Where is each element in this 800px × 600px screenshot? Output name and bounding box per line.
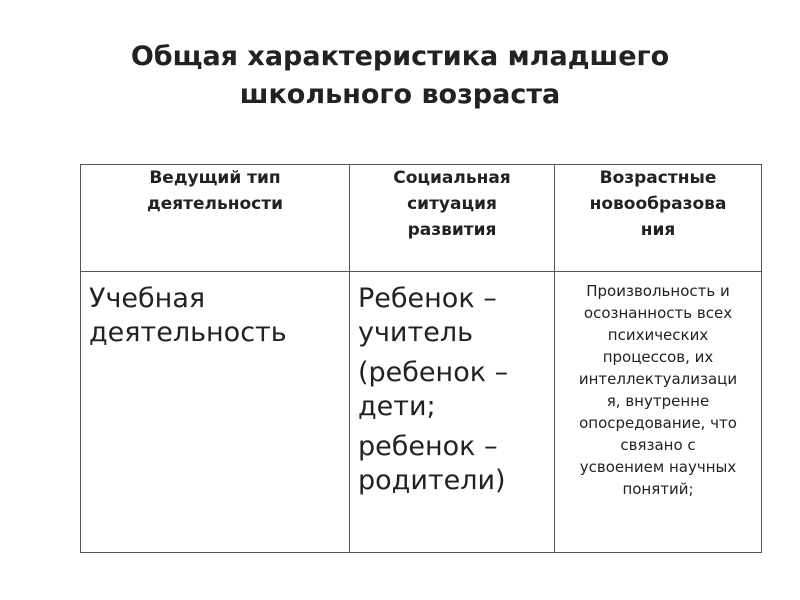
cell-line: осознанность всех xyxy=(583,304,733,322)
characteristics-table xyxy=(80,164,762,553)
cell-neoplasms xyxy=(555,272,762,553)
cell-line: учитель xyxy=(358,317,473,348)
cell-line: деятельность xyxy=(89,317,287,348)
table-row xyxy=(81,272,762,553)
cell-line: я, внутренне xyxy=(606,392,710,410)
cell-line: дети; xyxy=(358,391,436,422)
cell-social-situation xyxy=(350,272,555,553)
header-social-situation xyxy=(350,165,555,272)
table-header-row xyxy=(81,165,762,272)
cell-line: связано с xyxy=(620,436,696,454)
cell-line: Произвольность и xyxy=(586,282,730,300)
header-leading-activity xyxy=(81,165,350,272)
cell-line: опосредование, что xyxy=(579,414,737,432)
cell-line: ребенок – xyxy=(358,431,498,462)
cell-activity xyxy=(81,272,350,553)
header-line: Ведущий тип xyxy=(149,168,281,188)
header-line: новообразова xyxy=(589,194,727,214)
slide-title xyxy=(0,38,800,114)
slide-title-line-1: Общая характеристика младшего xyxy=(130,41,670,72)
header-line: ситуация xyxy=(407,194,497,214)
cell-line: (ребенок – xyxy=(358,357,509,388)
cell-line: Учебная xyxy=(89,283,206,314)
cell-line: психических xyxy=(607,326,709,344)
cell-line: понятий; xyxy=(622,480,694,498)
cell-line: усвоением научных xyxy=(579,458,737,476)
slide-title-line-2: школьного возраста xyxy=(239,79,561,110)
header-line: Возрастные xyxy=(599,168,717,188)
cell-line: процессов, их xyxy=(602,348,714,366)
header-line: развития xyxy=(407,220,497,240)
cell-line: Ребенок – xyxy=(358,283,497,314)
header-line: Социальная xyxy=(393,168,511,188)
cell-line: родители) xyxy=(358,465,506,496)
header-line: ния xyxy=(640,220,676,240)
header-line: деятельности xyxy=(146,194,284,214)
header-age-neoplasms xyxy=(555,165,762,272)
cell-line: интеллектуализаци xyxy=(578,370,738,388)
